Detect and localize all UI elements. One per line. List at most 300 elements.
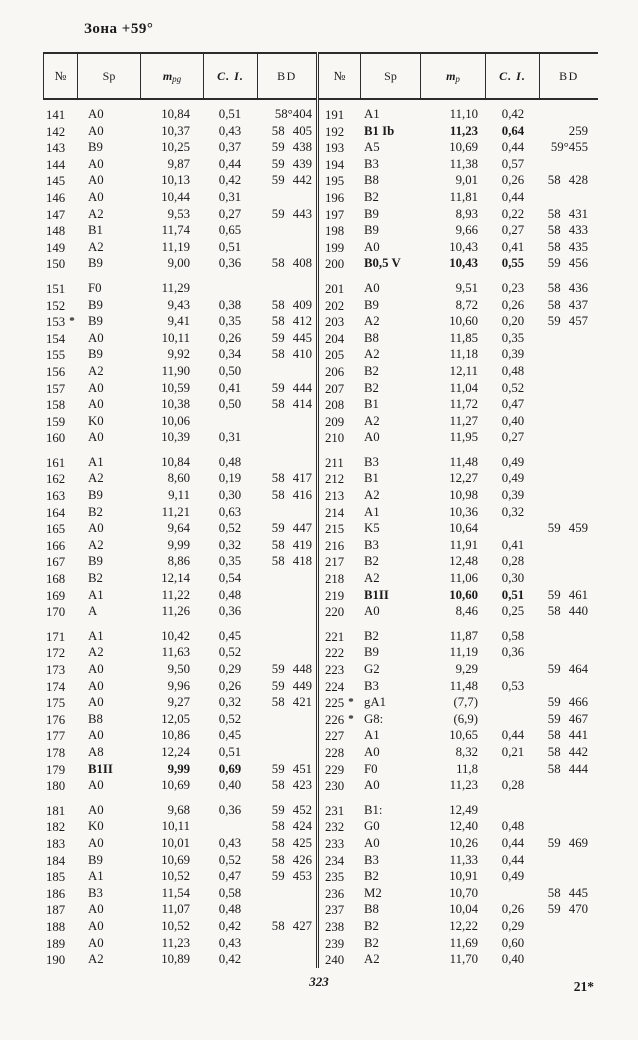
cell-bd-number [257,239,315,257]
cell-magnitude: 11,54 [161,885,190,900]
cell-color-index: 0,26 [501,173,525,188]
asterisk-marker [344,332,348,344]
star-number: 196 [325,190,345,205]
cell-color-index: 0,30 [501,571,525,586]
table-row [319,346,598,363]
cell-magnitude: 12,22 [449,918,478,933]
table-row [319,644,598,661]
table-row [319,413,598,430]
cell-bd-number: 59 448 [271,662,312,676]
cell-spectral-type: B9 [88,140,103,155]
cell-color-index: 0,48 [218,454,242,469]
table-row [319,280,598,297]
table-row [43,172,316,189]
table-row [319,661,598,678]
cell-color-index: 0,36 [218,256,242,271]
cell-color-index: 0,23 [501,280,525,295]
cell-magnitude: (6,9) [453,711,478,726]
cell-color-index [486,694,540,712]
cell-star-number [319,189,361,207]
cell-magnitude: 10,52 [161,918,190,933]
asterisk-marker [344,365,348,377]
cell-star-number [43,587,77,605]
cell-bd-number [257,570,315,588]
asterisk-marker [65,522,69,534]
table-header-left [43,52,316,100]
asterisk-marker [344,415,348,427]
cell-color-index: 0,60 [501,935,525,950]
cell-star-number [43,802,77,820]
table-row [43,951,316,968]
cell-star-number [319,380,361,398]
cell-bd-number: 58 419 [271,537,312,552]
cell-magnitude: 10,36 [449,504,478,519]
cell-spectral-type: A2 [88,471,104,486]
cell-bd-number [540,818,598,836]
asterisk-marker [65,257,69,269]
cell-color-index: 0,40 [501,413,525,428]
cell-bd-number: 59°455 [550,140,588,155]
table-row [43,280,316,297]
table-row [43,935,316,952]
asterisk-marker [344,539,348,551]
asterisk-marker [65,646,69,658]
asterisk-marker [344,224,348,236]
asterisk-marker [344,208,348,220]
cell-bd-number: 59 439 [271,156,312,171]
star-number: 222 [325,646,345,661]
asterisk-marker [344,589,348,601]
cell-magnitude: 11,26 [161,604,190,619]
star-number: 223 [325,663,345,677]
cell-bd-number [540,644,598,662]
cell-spectral-type: B9 [88,256,103,271]
header-color-index-column: C. I. [204,54,258,98]
cell-spectral-type: B2 [364,554,379,569]
star-number: 204 [325,331,345,346]
cell-bd-number [540,935,598,953]
cell-color-index: 0,65 [218,223,242,238]
cell-color-index: 0,58 [501,628,525,643]
asterisk-marker [65,713,69,725]
table-row [319,380,598,397]
asterisk-marker [65,572,69,584]
star-number: 141 [46,108,66,122]
cell-bd-number [257,504,315,522]
cell-spectral-type: A0 [88,835,104,850]
cell-star-number [43,628,77,646]
cell-spectral-type: A1 [88,628,104,643]
table-row [43,661,316,678]
cell-spectral-type: B3 [364,678,379,693]
cell-bd-number [540,537,598,555]
cell-spectral-type: A0 [364,744,380,759]
asterisk-marker: * [348,696,354,709]
cell-magnitude: 9,43 [167,297,190,312]
table-row [319,139,598,156]
cell-magnitude: 10,13 [161,173,190,188]
cell-color-index: 0,26 [501,297,525,312]
cell-bd-number: 58 442 [547,744,588,759]
cell-color-index: 0,28 [501,778,525,793]
cell-bd-number [540,413,598,431]
cell-spectral-type: B9 [88,852,103,867]
cell-magnitude: 9,29 [455,662,478,676]
star-number: 229 [325,762,345,777]
cell-spectral-type: A2 [88,206,104,221]
cell-spectral-type: A2 [88,239,104,254]
table-body-left [43,100,316,968]
cell-spectral-type: A0 [88,695,104,710]
cell-color-index: 0,29 [218,662,242,676]
table-row [319,123,598,140]
star-number: 149 [46,240,66,255]
cell-bd-number [540,868,598,886]
cell-star-number [43,603,77,621]
cell-bd-number [257,454,315,472]
cell-magnitude: 11,8 [456,761,478,776]
cell-color-index: 0,42 [218,173,242,188]
cell-color-index: 0,35 [501,330,525,345]
cell-star-number [43,189,77,207]
cell-star-number [319,694,361,712]
table-row [319,744,598,761]
cell-bd-number: 58 437 [547,297,588,312]
asterisk-marker [344,887,348,899]
asterisk-marker [65,870,69,882]
table-row [43,835,316,852]
star-number: 170 [46,605,66,620]
cell-star-number [319,744,361,762]
cell-bd-number: 59 470 [547,902,588,917]
star-number: 234 [325,853,345,868]
star-number: 161 [46,455,66,470]
cell-spectral-type: A0 [88,778,104,793]
cell-bd-number: 59 444 [271,380,312,395]
star-number: 174 [46,679,66,694]
asterisk-marker [344,680,348,692]
cell-star-number [43,570,77,588]
asterisk-marker [344,141,348,153]
cell-star-number [319,255,361,273]
cell-color-index: 0,44 [501,189,525,204]
asterisk-marker [65,920,69,932]
cell-star-number [43,951,77,969]
table-row [43,380,316,397]
table-row [43,255,316,272]
star-number: 218 [325,572,345,587]
table-row [43,694,316,711]
cell-color-index: 0,36 [218,802,242,817]
table-row [319,885,598,902]
cell-star-number [319,313,361,331]
cell-magnitude: 10,52 [161,869,190,884]
asterisk-marker [344,953,348,965]
cell-bd-number [540,380,598,398]
table-row [43,206,316,223]
cell-bd-number: 59 459 [547,521,588,536]
cell-magnitude: 10,25 [161,140,190,155]
cell-bd-number: 58 445 [547,885,588,900]
cell-bd-number: 58 444 [547,761,588,776]
cell-color-index: 0,40 [218,778,242,793]
star-number: 177 [46,729,66,744]
cell-magnitude: 11,10 [449,107,478,121]
cell-star-number [319,835,361,853]
table-row [43,363,316,380]
header-color-index-column: C. I. [486,54,540,98]
star-number: 224 [325,679,345,694]
star-number: 208 [325,398,345,413]
cell-magnitude: 8,86 [167,554,190,569]
cell-magnitude: 9,11 [168,488,190,503]
cell-bd-number: 58 431 [547,206,588,221]
table-row [319,537,598,554]
star-number: 202 [325,298,345,313]
table-row [43,504,316,521]
cell-star-number [43,901,77,919]
table-header-right [319,52,598,100]
cell-magnitude: 10,69 [161,852,190,867]
cell-magnitude: 10,69 [449,140,478,155]
star-number: 227 [325,729,345,744]
cell-magnitude: 11,38 [449,156,478,171]
cell-star-number [43,678,77,696]
cell-bd-number: 59 449 [271,678,312,693]
asterisk-marker [65,489,69,501]
cell-magnitude: 9,00 [167,256,190,271]
cell-star-number [43,885,77,903]
star-number: 206 [325,364,345,379]
cell-spectral-type: A0 [364,778,380,793]
cell-color-index: 0,50 [218,363,242,378]
asterisk-marker [344,870,348,882]
cell-star-number [319,777,361,795]
cell-color-index: 0,48 [501,819,525,834]
cell-bd-number [540,330,598,348]
table-row [43,106,316,123]
asterisk-marker [344,729,348,741]
table-row [319,603,598,620]
table-row [319,504,598,521]
cell-bd-number [257,935,315,953]
cell-spectral-type: B1 [364,397,379,412]
cell-magnitude: 8,93 [455,206,478,221]
asterisk-marker [344,854,348,866]
cell-magnitude: 11,23 [449,123,478,138]
cell-color-index: 0,43 [218,123,242,138]
star-number: 173 [46,663,66,677]
cell-star-number [43,380,77,398]
cell-bd-number [257,744,315,762]
cell-magnitude: 12,27 [449,471,478,486]
table-row [319,587,598,604]
cell-spectral-type: A0 [88,662,104,676]
cell-magnitude: 9,53 [167,206,190,221]
cell-color-index: 0,44 [501,728,525,743]
cell-spectral-type: B2 [364,869,379,884]
cell-star-number [319,280,361,298]
table-row [319,818,598,835]
table-row [43,852,316,869]
cell-color-index: 0,40 [501,952,525,967]
table-row [319,761,598,778]
table-row [319,429,598,446]
cell-magnitude: 10,04 [449,902,478,917]
star-number: 192 [325,124,345,139]
cell-spectral-type: A0 [88,397,104,412]
cell-magnitude: 9,27 [167,695,190,710]
star-number: 203 [325,315,345,330]
cell-magnitude: 10,11 [161,819,190,834]
cell-color-index: 0,36 [501,645,525,660]
cell-color-index: 0,54 [218,571,242,586]
cell-color-index: 0,42 [501,107,525,121]
cell-magnitude: 10,64 [449,521,478,536]
cell-color-index [203,280,257,298]
cell-magnitude: 10,60 [449,587,478,602]
cell-color-index: 0,51 [218,239,242,254]
star-number: 187 [46,903,66,918]
asterisk-marker [65,365,69,377]
cell-color-index: 0,28 [501,554,525,569]
cell-bd-number [540,487,598,505]
cell-star-number [43,818,77,836]
table-row [319,628,598,645]
cell-star-number [43,835,77,853]
star-number: 207 [325,381,345,396]
asterisk-marker [344,663,348,675]
asterisk-marker [65,696,69,708]
asterisk-marker [344,191,348,203]
cell-bd-number [540,504,598,522]
cell-bd-number: 58 428 [547,173,588,188]
asterisk-marker [65,174,69,186]
cell-bd-number: 58 410 [271,347,312,362]
cell-color-index: 0,45 [218,728,242,743]
cell-spectral-type: K5 [364,521,380,536]
table-row [43,520,316,537]
cell-color-index: 0,49 [501,869,525,884]
cell-spectral-type: A1 [88,454,104,469]
cell-star-number [319,678,361,696]
table-row [319,396,598,413]
asterisk-marker [344,489,348,501]
cell-magnitude: 11,48 [449,678,478,693]
asterisk-marker [65,605,69,617]
asterisk-marker [344,506,348,518]
cell-spectral-type: B8 [364,330,379,345]
cell-spectral-type: A2 [364,571,380,586]
star-number: 216 [325,538,345,553]
cell-bd-number [540,802,598,820]
star-number: 194 [325,157,345,172]
cell-bd-number [257,901,315,919]
star-number: 166 [46,538,66,553]
table-row [43,711,316,728]
header-number-column: № [44,54,78,98]
cell-color-index: 0,20 [501,314,525,329]
table-row [43,297,316,314]
cell-bd-number: 58 414 [271,397,312,412]
asterisk-marker [65,282,69,294]
cell-spectral-type: A1 [88,587,104,602]
cell-color-index: 0,35 [218,314,242,329]
cell-star-number [319,951,361,969]
asterisk-marker [65,589,69,601]
asterisk-marker [344,241,348,253]
star-number: 180 [46,779,66,794]
star-number: 159 [46,414,66,429]
cell-star-number [319,761,361,779]
table-row [43,123,316,140]
cell-spectral-type: B9 [88,488,103,503]
cell-color-index: 0,48 [218,587,242,602]
cell-star-number [43,346,77,364]
star-number: 199 [325,240,345,255]
star-number: 154 [46,331,66,346]
star-number: 239 [325,936,345,951]
asterisk-marker [344,108,348,120]
cell-magnitude: 12,14 [161,571,190,586]
cell-color-index: 0,64 [501,123,525,138]
star-number: 212 [325,472,345,487]
cell-spectral-type: B9 [88,347,103,362]
cell-spectral-type: A0 [88,430,104,445]
cell-star-number [319,470,361,488]
cell-star-number [43,504,77,522]
cell-spectral-type: B1 [88,223,103,238]
cell-spectral-type: B2 [364,935,379,950]
cell-bd-number [540,678,598,696]
cell-magnitude: 11,22 [161,587,190,602]
cell-star-number [43,139,77,157]
star-number: 169 [46,588,66,603]
cell-magnitude: 11,95 [449,430,478,445]
cell-color-index: 0,63 [218,504,242,519]
cell-star-number [43,644,77,662]
cell-color-index [486,661,540,679]
cell-star-number [319,802,361,820]
star-number: 175 [46,696,66,711]
cell-color-index: 0,26 [501,902,525,917]
cell-bd-number: 59 453 [271,869,312,884]
cell-magnitude: 10,38 [161,397,190,412]
cell-spectral-type: B3 [364,156,379,171]
cell-color-index [203,818,257,836]
cell-bd-number: 58 408 [271,256,312,271]
cell-color-index: 0,52 [218,711,242,726]
cell-spectral-type: A5 [364,140,380,155]
header-magnitude-column: m $_p$ [421,54,486,98]
cell-color-index: 0,51 [501,587,525,602]
star-number: 178 [46,745,66,760]
cell-magnitude: 11,63 [161,645,190,660]
cell-spectral-type: B2 [364,918,379,933]
star-number: 195 [325,174,345,189]
cell-magnitude: 11,90 [161,363,190,378]
magnitude-symbol: m [446,68,456,83]
asterisk-marker [65,779,69,791]
cell-star-number [43,280,77,298]
cell-color-index: 0,32 [218,695,242,710]
cell-star-number [319,727,361,745]
star-number: 151 [46,281,66,296]
asterisk-marker [65,953,69,965]
asterisk-marker [65,208,69,220]
cell-spectral-type: B2 [88,504,103,519]
table-row [43,487,316,504]
